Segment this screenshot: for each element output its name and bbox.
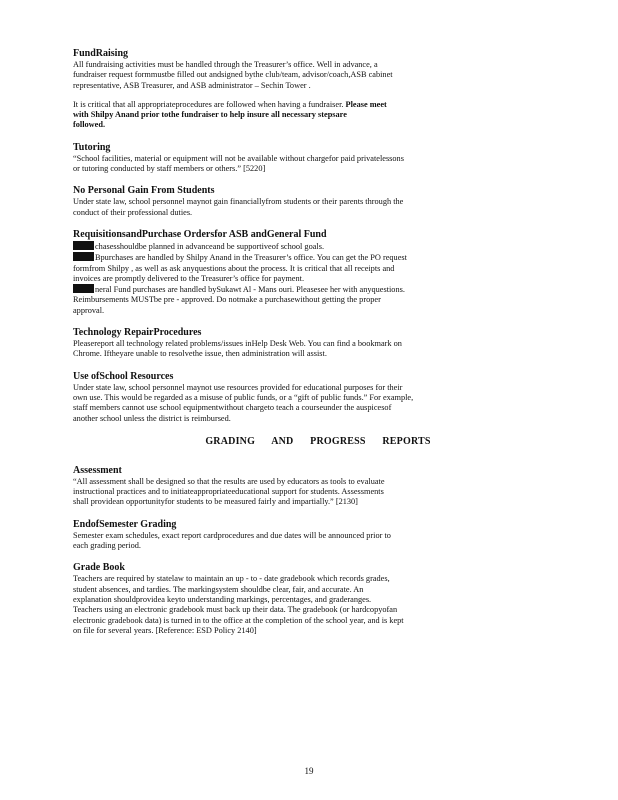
text-line: instructional practices and to initiateappropriateeducational support for students. Assessments <box>73 487 384 497</box>
section-no-personal-gain <box>73 185 563 218</box>
page-number: 19 <box>304 766 314 776</box>
paragraph-tutoring <box>73 154 563 175</box>
paragraph-use-of-school-resources <box>73 383 563 424</box>
paragraph-fundraising-critical <box>73 100 563 131</box>
section-fundraising <box>73 48 563 131</box>
text-line <box>73 100 563 110</box>
bold-text: Please meet <box>345 99 387 109</box>
paragraph-assessment <box>73 477 563 508</box>
document-page <box>73 48 563 647</box>
text-line: All fundraising activities must be handled through the Treasurer’s office. Well in advance, a <box>73 60 378 69</box>
section-requisitions <box>73 229 563 316</box>
text-line <box>73 241 563 252</box>
heading-use-of-school-resources: Use ofSchool Resources <box>73 370 174 382</box>
text-line: Reimbursements MUSTbe pre - approved. Do notmake a purchasewithout getting the proper <box>73 295 381 305</box>
section-technology <box>73 327 563 360</box>
text-line: each grading period. <box>73 541 141 551</box>
text-line: Teachers are required by statelaw to maintain an up - to - date gradebook which records grades, <box>73 574 390 584</box>
text-fragment: Bpurchases are handled by Shilpy Anand in the Treasurer’s office. You can get the PO request <box>95 253 407 263</box>
paragraph-fundraising <box>73 60 563 91</box>
paragraph-end-of-semester <box>73 531 563 552</box>
text-line: on file for several years. [Reference: ESD Policy 2140] <box>73 625 257 635</box>
heading-assessment: Assessment <box>73 464 122 476</box>
text-line: “All assessment shall be designed so that the results are used by educators as tools to evaluate <box>73 476 385 486</box>
paragraph-technology <box>73 339 563 360</box>
redaction-block <box>73 284 94 293</box>
text-line: Teachers using an electronic gradebook must back up their data. The gradebook (or hardcopyofan <box>73 605 398 615</box>
section-use-of-school-resources <box>73 371 563 424</box>
heading-grade-book: Grade Book <box>73 562 125 574</box>
redaction-block <box>73 252 94 261</box>
paragraph-requisitions <box>73 241 563 316</box>
section-assessment <box>73 465 563 508</box>
heading-fundraising: FundRaising <box>73 48 129 59</box>
text-line: Under state law, school personnel maynot gain financiallyfrom students or their parents through the <box>73 197 404 207</box>
text-line: shall providean opportunityfor students to be measured fairly and impartially.” [2130] <box>73 497 358 507</box>
text-line: invoices are promptly delivered to the Treasurer’s office for payment. <box>73 273 305 283</box>
redaction-block <box>73 241 94 250</box>
heading-no-personal-gain: No Personal Gain From Students <box>73 185 215 197</box>
heading-requisitions: RequisitionsandPurchase Ordersfor ASB andGeneral Fund <box>73 228 327 240</box>
text-fragment: It is critical that all appropriateprocedures are followed when having a fundraiser. <box>73 99 346 109</box>
text-line: Chrome. Iftheyare unable to resolvethe issue, then administration will assist. <box>73 349 327 359</box>
text-line: Semester exam schedules, exact report cardprocedures and due dates will be announced prior to <box>73 530 391 540</box>
text-line <box>73 252 563 263</box>
text-line: another school unless the district is reimbursed. <box>73 413 231 423</box>
text-line: student absences, and tardies. The markingsystem shouldbe clear, fair, and accurate. An <box>73 584 364 594</box>
text-line: staff members cannot use school equipmentwithout chargeto teach a courseunder the auspicesof <box>73 403 392 413</box>
text-line: Pleasereport all technology related problems/issues inHelp Desk Web. You can find a bookmark on <box>73 339 402 349</box>
text-line <box>73 284 563 295</box>
text-line: “School facilities, material or equipment will not be available without chargefor paid privatelessons <box>73 153 404 163</box>
text-line: explanation shouldprovidea keyto understanding markings, percentages, and graderanges. <box>73 594 372 604</box>
paragraph-no-personal-gain <box>73 197 563 218</box>
bold-text-line: followed. <box>73 120 106 130</box>
text-line: or tutoring conducted by staff members or others.” [5220] <box>73 164 266 174</box>
heading-technology: Technology RepairProcedures <box>73 327 202 339</box>
text-line: approval. <box>73 305 105 315</box>
paragraph-grade-book <box>73 574 563 636</box>
text-line: representative, ASB Treasurer, and ASB administrator – Sechin Tower . <box>73 80 311 90</box>
text-fragment: neral Fund purchases are handled bySukawt Al - Mans ouri. Pleasesee her with anyquestions. <box>95 285 405 295</box>
grading-section-title: GRADING AND PROGRESS REPORTS <box>205 435 431 447</box>
text-fragment: chasesshouldbe planned in advanceand be supportiveof school goals. <box>95 241 325 251</box>
text-line: electronic gradebook data) is turned in to the office at the completion of the school year, and is kept <box>73 615 404 625</box>
text-line: Under state law, school personnel maynot use resources provided for educational purposes for their <box>73 382 403 392</box>
section-tutoring <box>73 142 563 175</box>
section-end-of-semester <box>73 519 563 552</box>
section-grade-book <box>73 562 563 636</box>
heading-tutoring: Tutoring <box>73 141 111 153</box>
text-line: conduct of their professional duties. <box>73 207 193 217</box>
text-line: fundraiser request formmustbe filled out andsigned bythe club/team, advisor/coach,ASB cabinet <box>73 70 393 80</box>
text-line: formfrom Shilpy , as well as ask anyquestions about the process. It is critical that all receipts and <box>73 263 395 273</box>
text-line: own use. This would be regarded as a misuse of public funds, or a “gift of public funds.” For example, <box>73 392 414 402</box>
heading-end-of-semester: EndofSemester Grading <box>73 518 177 530</box>
bold-text-line: with Shilpy Anand prior tothe fundraiser to help insure all necessary stepsare <box>73 110 347 120</box>
